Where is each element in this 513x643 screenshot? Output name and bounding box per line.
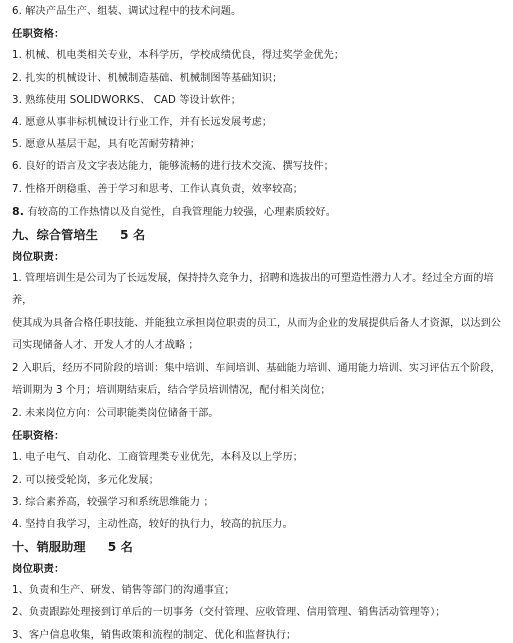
section-10-title: 十、销服助理: [12, 539, 86, 554]
section-9-requirement-1: 1. 电子电气、自动化、工商管理类专业优先，本科及以上学历；: [12, 452, 304, 464]
section-10-duty-label: 岗位职责：: [12, 562, 65, 575]
requirement-item-8-text: 有较高的工作热情以及自觉性，自我管理能力较强，心理素质较好。: [24, 206, 337, 218]
requirement-item-7: 7. 性格开朗稳重、善于学习和思考、工作认真负责，效率较高；: [12, 183, 304, 195]
section-9-requirement-4: 4. 坚持自我学习，主动性高，较好的执行力，较高的抗压力。: [12, 518, 293, 530]
section-10-duty-3: 3、客户信息收集，销售政策和流程的制定、优化和监督执行；: [12, 629, 297, 641]
requirement-item-6: 6. 良好的语言及文字表达能力，能够流畅的进行技术交流、撰写技件；: [12, 161, 334, 173]
requirements-label: 任职资格：: [12, 28, 65, 41]
section-9-requirements-label: 任职资格：: [12, 430, 65, 443]
section-9-duty-1-line-2: 使其成为具备合格任职技能、并能独立承担岗位职责的员工，从而为企业的发展提供后备人才资源，以达到公: [12, 317, 501, 329]
requirement-item-1: 1. 机械、机电类相关专业，本科学历，学校成绩优良，得过奖学金优先；: [12, 50, 345, 62]
section-9-duty-2-line-1: 2 入职后，经历不同阶段的培训：集中培训、车间培训、基础能力培训、通用能力培训、实习评估五个阶段，: [12, 362, 501, 374]
section-9-duty-1-line-1: 1. 管理培训生是公司为了长远发展，保持持久竞争力，招聘和选拔出的可塑造性潜力人才。经过全方面的培养，: [12, 272, 494, 307]
section-10-heading: [12, 539, 505, 555]
requirement-item-8: [12, 205, 505, 220]
requirement-item-4: 4. 愿意从事非标机械设计行业工作，并有长远发展考虑；: [12, 116, 273, 128]
requirement-item-8-number: 8.: [12, 204, 25, 218]
section-10-duty-2: 2、负责跟踪处理接到订单后的一切事务（交付管理、应收管理、信用管理、销售活动管理等）；: [12, 607, 446, 619]
section-9-duty-1-line-3: 司实现储备人才、开发人才的人才战略 ；: [12, 340, 199, 352]
section-9-duty-3: 2. 未来岗位方向：公司职能类岗位储备干部。: [12, 407, 219, 419]
section-9-requirement-3: 3. 综合素养高，较强学习和系统思维能力 ；: [12, 496, 214, 508]
requirement-item-2: 2. 扎实的机械设计、机械制造基础、机械制图等基础知识；: [12, 72, 283, 84]
requirement-item-3: 3. 熟练使用 SOLIDWORKS、 CAD 等设计软件；: [12, 94, 241, 106]
section-10-count: 5 名: [107, 539, 133, 554]
section-9-duty-2-line-2: 培训期为 3 个月；培训期结束后，结合学员培训情况，配付相关岗位；: [12, 385, 331, 397]
section-9-requirement-2: 2. 可以接受轮岗，多元化发展；: [12, 474, 159, 486]
section-9-title: 九、综合管培生: [12, 227, 99, 242]
duty-item-6: 6. 解决产品生产、组装、调试过程中的技术问题。: [12, 6, 242, 17]
section-9-count: 5 名: [120, 227, 146, 242]
section-10-duty-1: 1、负责和生产、研发、销售等部门的沟通事宜；: [12, 585, 235, 597]
section-9-heading: [12, 227, 505, 243]
section-9-duty-label: 岗位职责：: [12, 250, 65, 263]
requirement-item-5: 5. 愿意从基层干起，具有吃苦耐劳精神；: [12, 139, 201, 151]
section-9-duty-1: [12, 268, 505, 358]
section-9-duty-2: [12, 358, 505, 403]
